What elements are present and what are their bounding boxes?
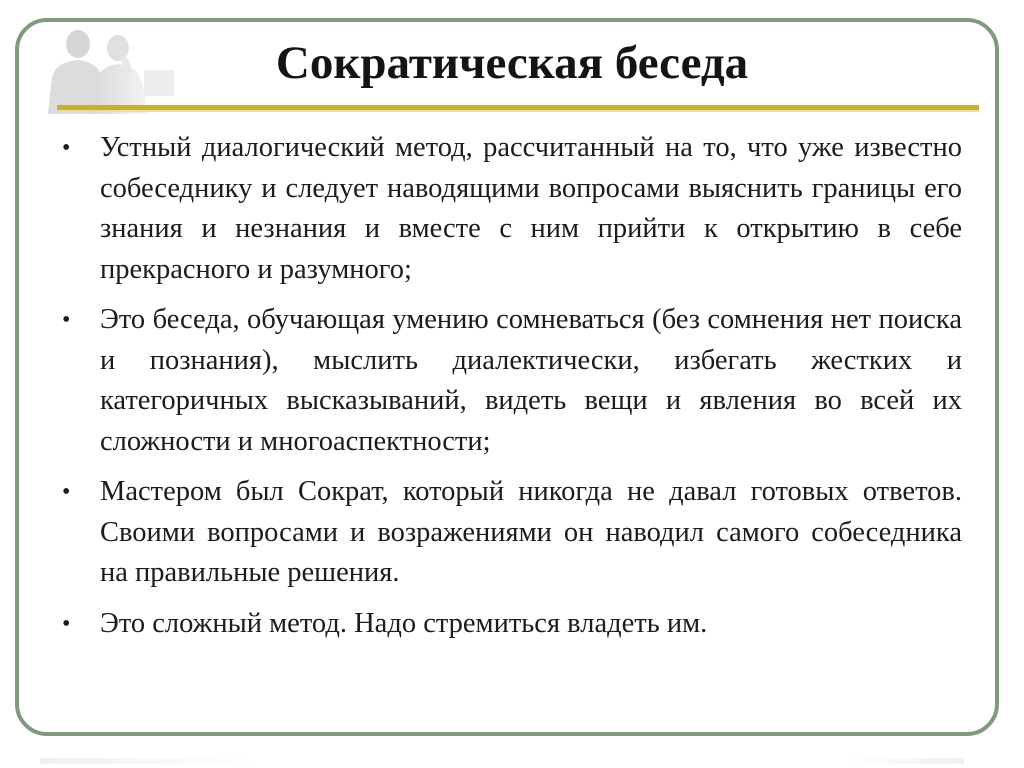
bullet-item-2 [60, 300, 962, 462]
footer-decoration-right [844, 758, 964, 764]
bullet-marker: • [62, 610, 71, 637]
bullet-marker: • [62, 307, 71, 333]
title-underline-shadow [57, 110, 979, 112]
bullet-text: Это беседа, обучающая умению сомневаться (без сомнения нет поиска и познания), мыслить диалектически, избегать жестких и категоричных высказываний, видеть вещи и явления во всей их сложности и многоаспектности; [100, 304, 962, 457]
bullet-item-4 [60, 604, 962, 645]
footer-decoration-left [40, 758, 260, 764]
bullet-marker: • [62, 479, 71, 505]
bullet-marker: • [62, 135, 71, 161]
bullet-text: Это сложный метод. Надо стремиться владеть им. [100, 607, 708, 639]
bullet-list [60, 128, 962, 654]
bullet-item-3 [60, 472, 962, 594]
slide-title: Сократическая беседа [275, 37, 749, 89]
bullet-text: Мастером был Сократ, который никогда не давал готовых ответов. Своими вопросами и возражениями он наводил самого собеседника на правильные решения. [100, 476, 962, 588]
bullet-text: Устный диалогический метод, рассчитанный на то, что уже известно собеседнику и следует наводящими вопросами выяснить границы его знания и незнания и вместе с ним прийти к открытию в себе прекрасного и разумного; [100, 132, 962, 285]
bullet-item-1 [60, 128, 962, 290]
